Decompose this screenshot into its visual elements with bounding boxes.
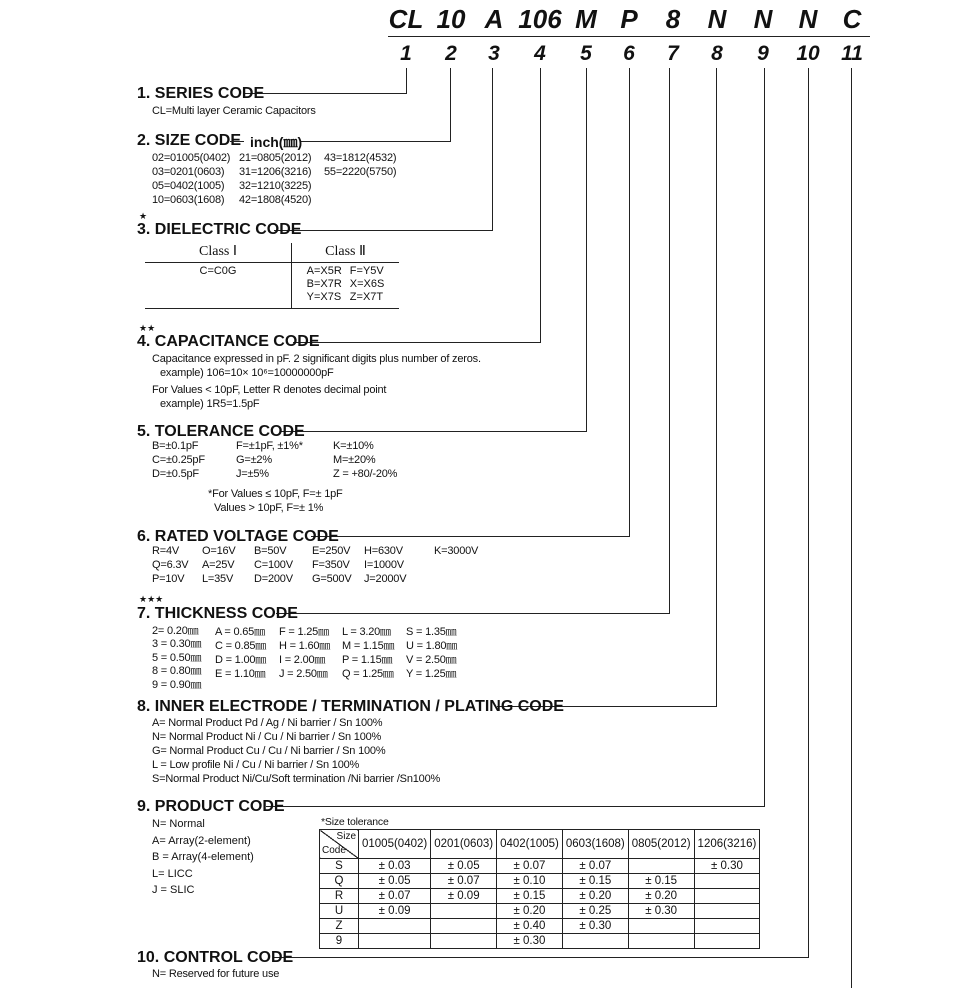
series-code-title: 1. SERIES CODE [137, 85, 265, 102]
header-underline [388, 36, 870, 37]
code-char-5: M [575, 4, 597, 34]
capacitance-line-3: For Values < 10pF, Letter R denotes decimal point [152, 384, 387, 396]
capacitance-stars: ★★ [139, 323, 156, 333]
thickness-code-title: 7. THICKNESS CODE [137, 605, 298, 622]
capacitance-line-2: example) 106=10× 10⁶=10000000pF [160, 367, 334, 379]
code-num-3: 3 [488, 42, 500, 65]
capacitance-code-title: 4. CAPACITANCE CODE [137, 333, 320, 350]
code-char-3: A [484, 4, 504, 34]
connector-4-horizontal [293, 342, 540, 343]
size-header: 0603(1608) [562, 830, 628, 859]
connector-10-horizontal [274, 957, 808, 958]
code-num-2: 2 [445, 42, 457, 65]
code-num-11: 11 [841, 42, 863, 65]
connector-7-vertical [669, 68, 670, 614]
connector-4-vertical [540, 68, 541, 343]
connector-5-vertical [586, 68, 587, 432]
thickness-code-list: 2= 0.20㎜ 3 = 0.30㎜ 5 = 0.50㎜ 8 = 0.80㎜ 9 = 0.90㎜ A = 0.65㎜ C = 0.85㎜ D = 1.00㎜ E = 1.10㎜ F = 1.25㎜ H = 1.60㎜ I = 2.00㎜ J = 2.50㎜ L = 3.20㎜ M = 1.15㎜ P = 1.15㎜ Q = 1.25㎜ S = 1.35㎜ U = 1.80㎜ V = 2.50㎜ Y = 1.25㎜ [152, 625, 458, 691]
connector-6-vertical [629, 68, 630, 537]
electrode-code-list: A= Normal Product Pd / Ag / Ni barrier / Sn 100% N= Normal Product Ni / Cu / Ni barrier / Sn 100% G= Normal Product Cu / Cu / Ni barrier / Sn 100% L = Low profile Ni / Cu / Ni barrier / Sn 100% S=Normal Product Ni/Cu/Soft termination /Ni barrier /Sn100% [152, 717, 441, 785]
connector-10-vertical [808, 68, 809, 958]
table-row: Q ± 0.05 ± 0.07 ± 0.10 ± 0.15 ± 0.15 [320, 874, 760, 889]
code-char-7: 8 [665, 4, 681, 34]
table-row: S ± 0.03 ± 0.05 ± 0.07 ± 0.07 ± 0.30 [320, 859, 760, 874]
tolerance-code-title: 5. TOLERANCE CODE [137, 423, 305, 440]
size-header: 0805(2012) [628, 830, 694, 859]
code-char-8: N [707, 4, 727, 34]
code-num-5: 5 [580, 42, 592, 65]
code-num-7: 7 [667, 42, 679, 65]
code-char-1: CL [388, 4, 424, 34]
size-tolerance-title: *Size tolerance [321, 816, 389, 828]
connector-9-vertical [764, 68, 765, 807]
capacitance-line-4: example) 1R5=1.5pF [160, 398, 260, 410]
connector-11-vertical [851, 68, 852, 988]
table-row: U ± 0.09 ± 0.20 ± 0.25 ± 0.30 [320, 904, 760, 919]
class1-items: C=C0G [145, 263, 292, 309]
voltage-code-list: R=4V Q=6.3V P=10V O=16V A=25V L=35V B=50V C=100V D=200V E=250V F=350V G=500V H=630V I=1000V J=2000V K=3000V [152, 545, 479, 585]
code-num-9: 9 [757, 42, 769, 65]
tolerance-note-2: Values > 10pF, F=± 1% [214, 502, 324, 514]
size-tolerance-table [319, 829, 760, 949]
connector-9-horizontal [266, 806, 764, 807]
electrode-code-title: 8. INNER ELECTRODE / TERMINATION / PLATING CODE [137, 698, 564, 715]
code-num-8: 8 [711, 42, 723, 65]
dielectric-table [145, 243, 399, 309]
series-code-desc: CL=Multi layer Ceramic Capacitors [152, 105, 316, 117]
code-char-9: N [753, 4, 773, 34]
size-header: 0201(0603) [431, 830, 497, 859]
class2-items: A=X5R B=X7R Y=X7S F=Y5V X=X6S Z=X7T [292, 263, 400, 309]
thickness-stars: ★★★ [139, 594, 164, 604]
table-row: 9 ± 0.30 [320, 934, 760, 949]
voltage-code-title: 6. RATED VOLTAGE CODE [137, 528, 339, 545]
tolerance-code-list: B=±0.1pF C=±0.25pF D=±0.5pF F=±1pF, ±1%* G=±2% J=±5% K=±10% M=±20% Z = +80/-20% [152, 440, 398, 480]
connector-3-vertical [492, 68, 493, 231]
tolerance-note-1: *For Values ≤ 10pF, F=± 1pF [208, 488, 343, 500]
product-code-title: 9. PRODUCT CODE [137, 798, 285, 815]
connector-2-horizontal [300, 141, 450, 142]
control-code-title: 10. CONTROL CODE [137, 949, 294, 966]
size-code-list: 02=01005(0402) 03=0201(0603) 05=0402(1005) 10=0603(1608) 21=0805(2012) 31=1206(3216) 32=1210(3225) 42=1808(4520) 43=1812(4532) 55=2220(5750) [152, 152, 397, 206]
size-title-dash [230, 141, 244, 142]
size-code-title: 2. SIZE CODE [137, 132, 242, 149]
table-corner: Size Code [320, 830, 359, 859]
dielectric-star: ★ [139, 211, 148, 221]
code-num-6: 6 [623, 42, 635, 65]
connector-8-vertical [716, 68, 717, 707]
connector-5-horizontal [280, 431, 586, 432]
code-char-4: 106 [518, 4, 562, 34]
connector-1-horizontal [244, 93, 406, 94]
control-code-desc: N= Reserved for future use [152, 968, 280, 980]
size-code-unit: inch(㎜) [250, 134, 303, 150]
connector-2-vertical [450, 68, 451, 142]
code-num-10: 10 [796, 42, 820, 65]
class1-header: Class Ⅰ [145, 243, 292, 263]
code-num-4: 4 [534, 42, 546, 65]
product-code-list: N= Normal A= Array(2-element) B = Array(4-element) L= LICC J = SLIC [152, 818, 254, 896]
connector-6-horizontal [311, 536, 629, 537]
code-num-1: 1 [400, 42, 412, 65]
class2-header: Class Ⅱ [292, 243, 400, 263]
connector-7-horizontal [276, 613, 669, 614]
dielectric-code-title: 3. DIELECTRIC CODE [137, 221, 302, 238]
connector-1-vertical [406, 68, 407, 94]
size-header: 0402(1005) [497, 830, 563, 859]
table-row: R ± 0.07 ± 0.09 ± 0.15 ± 0.20 ± 0.20 [320, 889, 760, 904]
code-char-2: 10 [436, 4, 466, 34]
size-header: 01005(0402) [359, 830, 431, 859]
code-char-10: N [798, 4, 818, 34]
code-char-6: P [620, 4, 638, 34]
code-char-11: C [842, 4, 862, 34]
size-header: 1206(3216) [694, 830, 760, 859]
capacitance-line-1: Capacitance expressed in pF. 2 significant digits plus number of zeros. [152, 353, 481, 365]
connector-3-horizontal [274, 230, 492, 231]
table-row: Z ± 0.40 ± 0.30 [320, 919, 760, 934]
